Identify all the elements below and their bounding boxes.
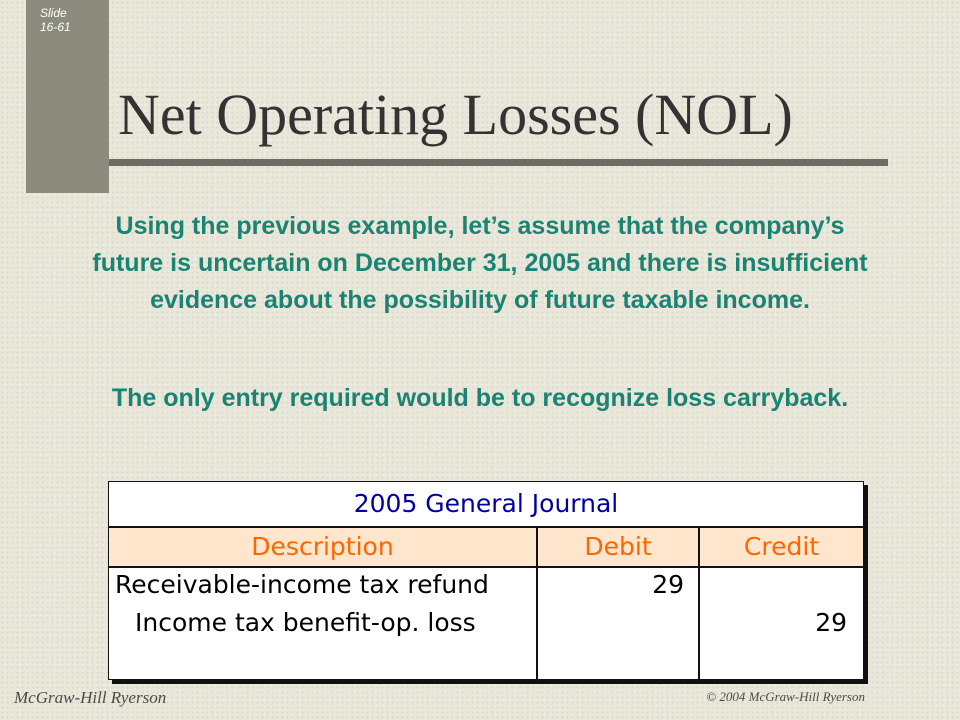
header-description: Description xyxy=(109,528,536,568)
slide-label: Slide xyxy=(40,6,67,20)
header-debit: Debit xyxy=(538,528,698,568)
entry-debit-amount xyxy=(538,604,684,642)
copyright-footer: © 2004 McGraw-Hill Ryerson xyxy=(706,689,865,704)
slide-number xyxy=(40,6,100,34)
entry-credit-amount xyxy=(700,566,847,604)
publisher-footer: McGraw-Hill Ryerson xyxy=(14,688,167,707)
slide-title: Net Operating Losses (NOL) xyxy=(118,82,793,147)
slide-number-value: 16-61 xyxy=(40,20,71,34)
entry-account-credit: Income tax benefit-op. loss xyxy=(135,608,476,637)
entry-debit-amount: 29 xyxy=(652,570,684,599)
general-journal-table xyxy=(108,481,864,680)
paragraph-scenario: Using the previous example, let’s assume that the company’s future is uncertain on December 31, 2005 and there is insufficient evidence about the possibility of future taxable income. xyxy=(92,212,868,314)
header-credit: Credit xyxy=(700,528,863,568)
journal-title: 2005 General Journal xyxy=(109,482,863,528)
paragraph-conclusion: The only entry required would be to recognize loss carryback. xyxy=(111,384,849,412)
title-underline xyxy=(109,159,888,166)
entry-account-debit: Receivable-income tax refund xyxy=(115,570,489,599)
entry-credit-amount: 29 xyxy=(815,608,847,637)
